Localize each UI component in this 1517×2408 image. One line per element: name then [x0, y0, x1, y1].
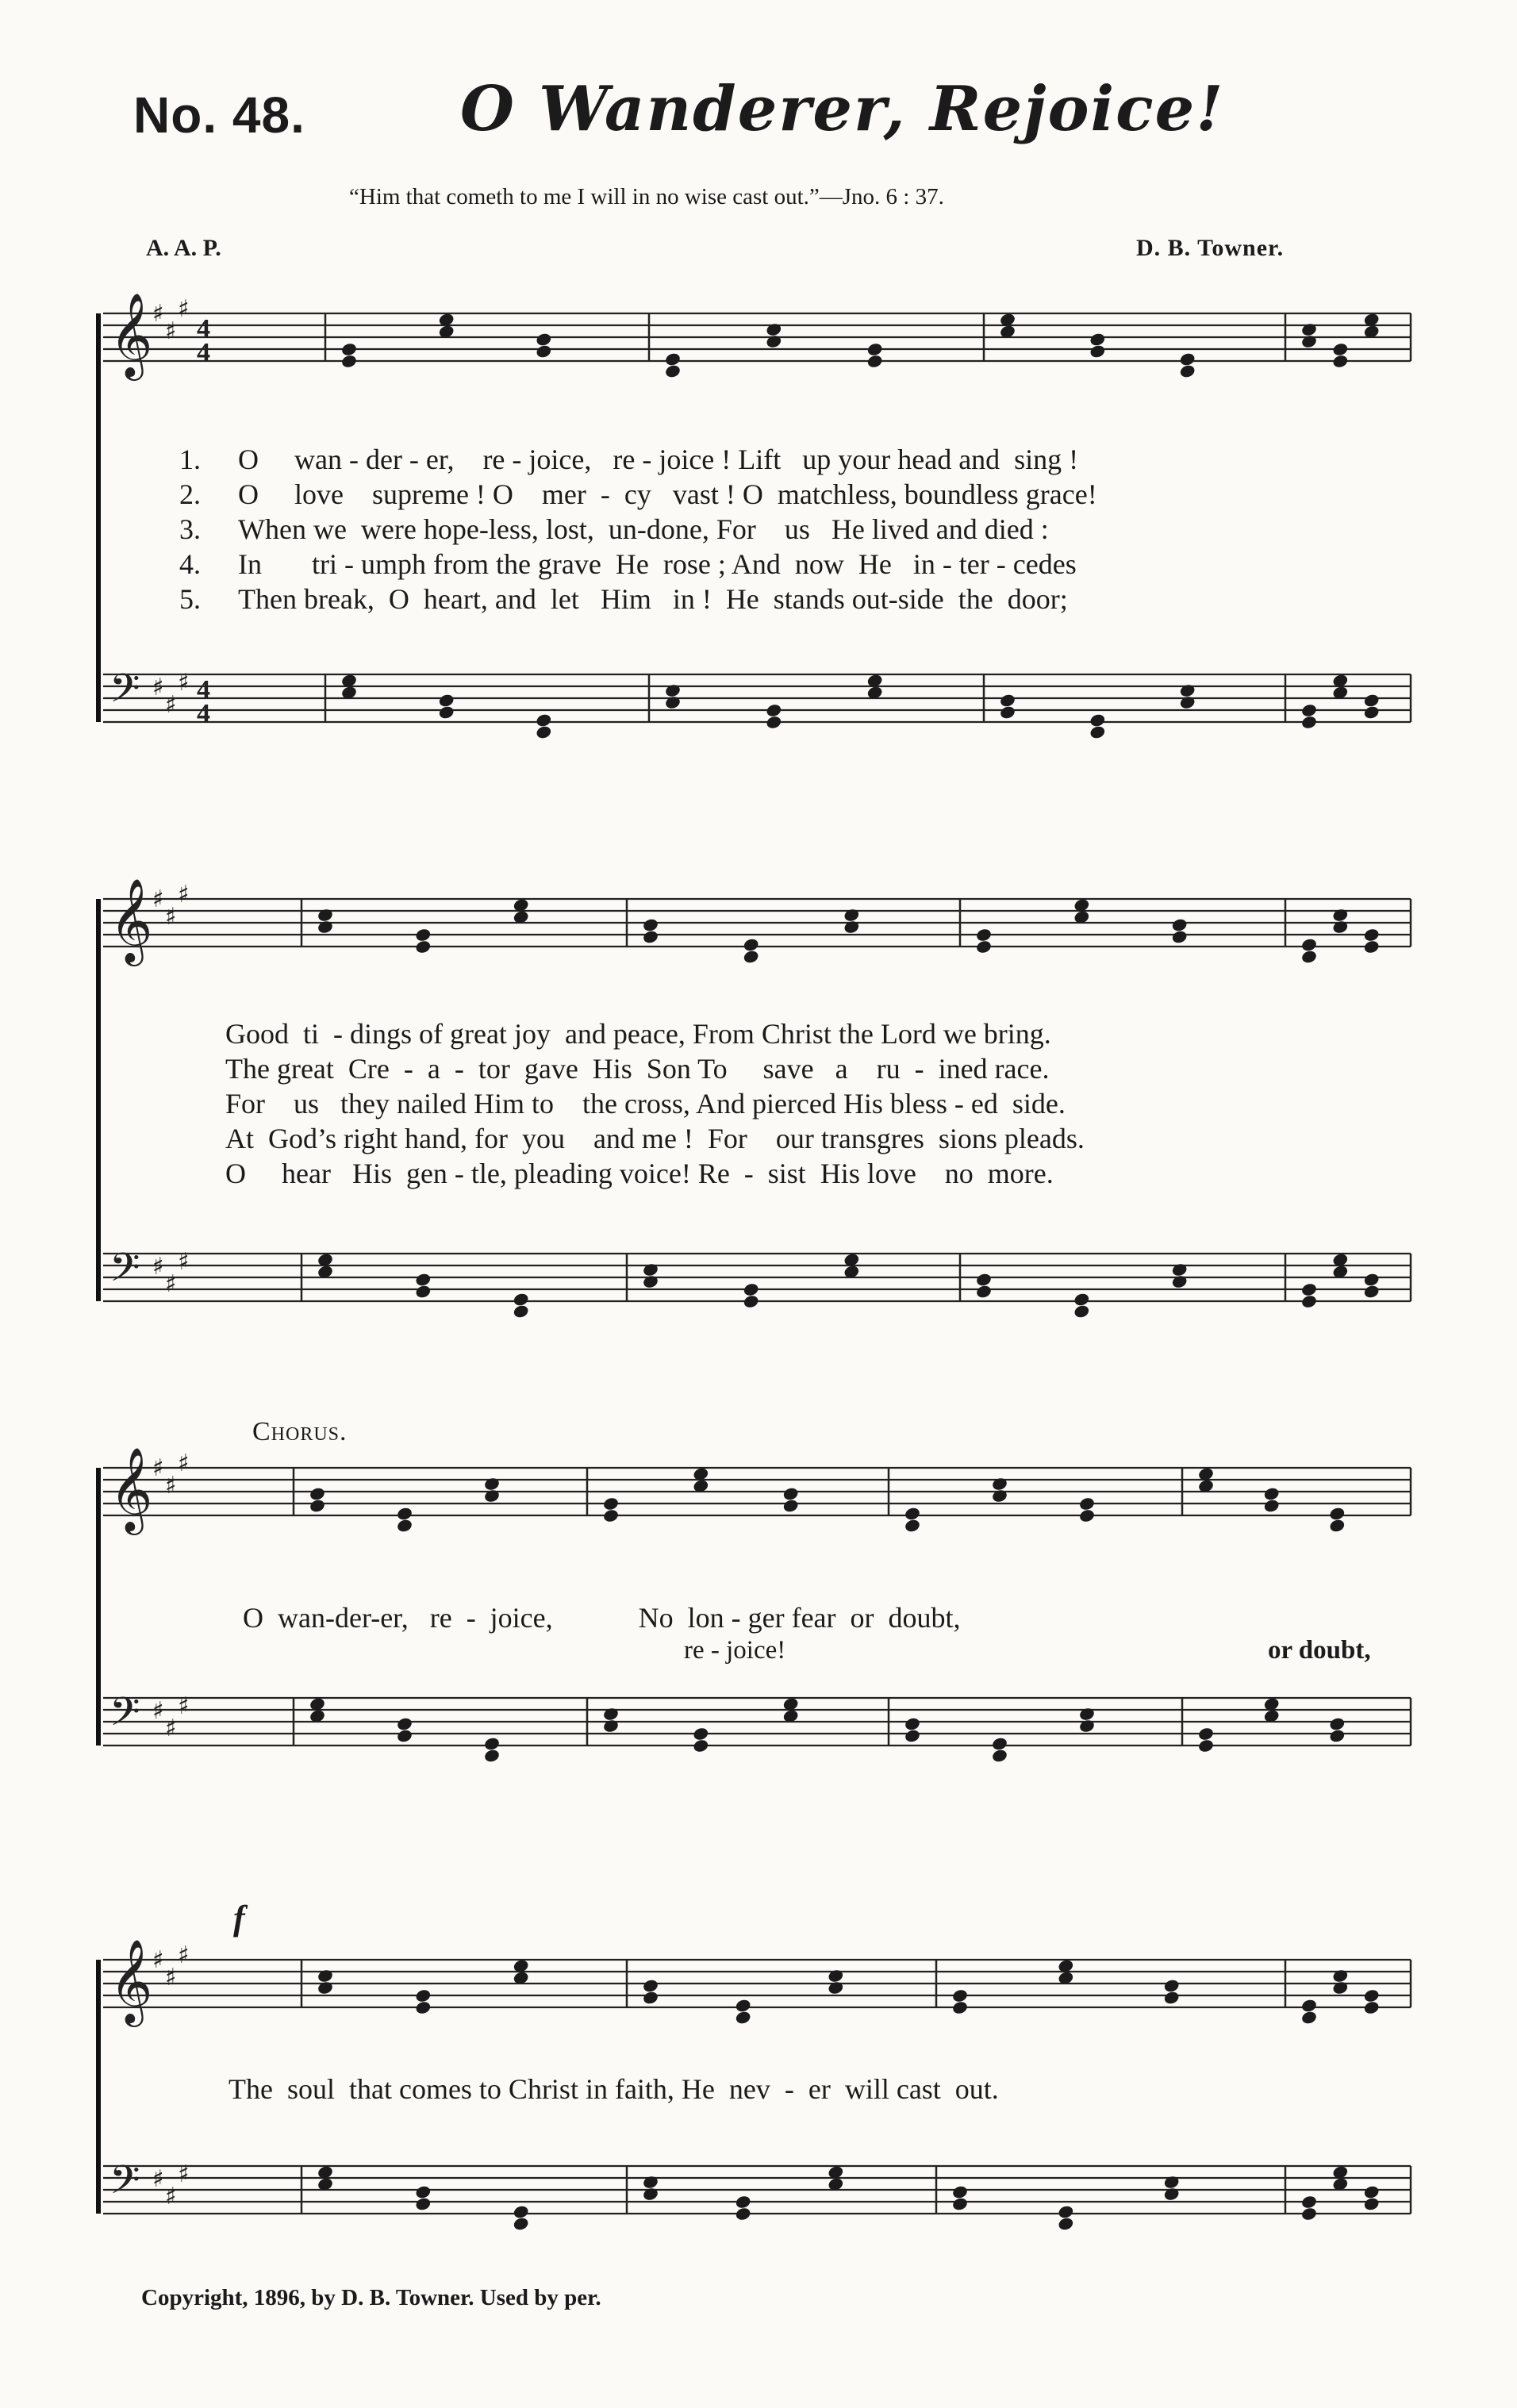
notehead: [991, 1488, 1008, 1504]
notehead: [1363, 2000, 1381, 2015]
notehead: [1363, 2196, 1381, 2211]
notehead: [904, 1728, 921, 1743]
notehead: [765, 703, 782, 718]
notehead: [1171, 917, 1189, 932]
notehead: [1300, 322, 1318, 337]
notehead: [1328, 1518, 1346, 1533]
notehead: [999, 705, 1016, 720]
notehead: [513, 1304, 530, 1319]
notehead: [1263, 1498, 1281, 1513]
notehead: [904, 1716, 921, 1731]
verse-line: Then break, O heart, and let Him in ! He stands out-side the door;: [238, 583, 1068, 615]
notehead: [438, 705, 455, 720]
sharp-accidental: ♯: [152, 1253, 164, 1281]
notehead: [664, 683, 682, 698]
notehead: [602, 1707, 620, 1722]
treble-clef: 𝄞: [109, 292, 153, 377]
notehead: [843, 908, 860, 923]
sharp-accidental: ♯: [152, 1454, 164, 1482]
notehead: [664, 363, 682, 378]
notehead: [1363, 1272, 1381, 1287]
notehead: [735, 2010, 752, 2025]
notehead: [414, 1272, 432, 1287]
notehead: [535, 712, 552, 728]
notehead: [1089, 332, 1106, 347]
notehead: [735, 1998, 752, 2013]
notehead: [1078, 1508, 1096, 1523]
time-signature: 4: [197, 338, 210, 367]
notehead: [535, 724, 552, 739]
notehead: [642, 1978, 659, 1993]
notehead: [743, 1294, 760, 1309]
notehead: [951, 2196, 969, 2211]
notehead: [1363, 1988, 1381, 2003]
notehead: [1089, 712, 1106, 728]
notehead: [309, 1498, 326, 1513]
verse-number: 2.: [179, 478, 201, 510]
notehead: [642, 2187, 659, 2202]
notehead: [1197, 1726, 1215, 1742]
notehead: [1363, 927, 1381, 943]
notehead: [1363, 705, 1381, 720]
notehead: [1300, 2206, 1318, 2222]
notehead: [1331, 354, 1349, 369]
verse-number: 3.: [179, 513, 201, 545]
treble-clef: 𝄞: [109, 878, 153, 962]
sharp-accidental: ♯: [152, 1697, 164, 1725]
notehead: [1073, 1292, 1090, 1307]
chorus-label: Chorus.: [252, 1417, 348, 1446]
notehead: [1163, 2175, 1181, 2190]
notehead: [991, 1477, 1008, 1492]
notehead: [483, 1748, 501, 1763]
notehead: [1171, 929, 1189, 944]
notehead: [483, 1477, 501, 1492]
notehead: [414, 939, 432, 954]
notehead: [827, 1980, 844, 1995]
notehead: [642, 2175, 659, 2190]
sharp-accidental: ♯: [152, 300, 164, 328]
notehead: [1171, 1262, 1189, 1277]
notehead: [414, 2000, 432, 2015]
sharp-accidental: ♯: [152, 674, 164, 701]
copyright-notice: Copyright, 1896, by D. B. Towner. Used by per.: [141, 2285, 601, 2310]
notehead: [317, 1980, 334, 1995]
sharp-accidental: ♯: [165, 903, 177, 931]
sharp-accidental: ♯: [178, 669, 190, 697]
notehead: [765, 334, 782, 349]
notehead: [735, 2195, 752, 2210]
treble-clef: 𝄞: [109, 1446, 153, 1531]
scripture-epigraph: “Him that cometh to me I will in no wise cast out.”—Jno. 6 : 37.: [349, 184, 944, 209]
verse-line: O hear His gen - tle, pleading voice! Re - sist His love no more.: [225, 1158, 1054, 1189]
notehead: [1300, 334, 1318, 349]
verse-number: 5.: [179, 583, 201, 615]
notehead: [951, 2000, 969, 2015]
notehead: [765, 322, 782, 337]
sharp-accidental: ♯: [152, 885, 164, 913]
notehead: [1300, 937, 1318, 952]
notehead: [1089, 344, 1106, 359]
notehead: [1300, 2010, 1318, 2025]
sharp-accidental: ♯: [178, 881, 190, 908]
notehead: [1163, 1990, 1181, 2005]
notehead: [827, 1968, 844, 1984]
notehead: [1073, 1304, 1090, 1319]
notehead: [1363, 939, 1381, 954]
notehead: [642, 1990, 659, 2005]
notehead: [414, 2196, 432, 2211]
notehead: [692, 1738, 709, 1753]
sharp-accidental: ♯: [165, 1715, 177, 1742]
notehead: [438, 693, 455, 708]
bass-clef: 𝄢: [109, 1689, 140, 1745]
notehead: [317, 908, 334, 923]
notehead: [1300, 1998, 1318, 2013]
composer-credit: D. B. Towner.: [1136, 235, 1285, 261]
notehead: [1328, 1728, 1346, 1743]
chorus-echo: or doubt,: [1268, 1636, 1371, 1665]
notehead: [396, 1518, 413, 1533]
sharp-accidental: ♯: [178, 1248, 190, 1276]
notehead: [1057, 2204, 1074, 2219]
notehead: [866, 342, 884, 357]
verse-line: At God’s right hand, for you and me ! For our transgres sions pleads.: [225, 1123, 1085, 1154]
notehead: [340, 342, 358, 357]
forte-marking: f: [233, 1899, 245, 1938]
notehead: [513, 2216, 530, 2231]
notehead: [396, 1506, 413, 1521]
sharp-accidental: ♯: [178, 1692, 190, 1720]
notehead: [1331, 342, 1349, 357]
sharp-accidental: ♯: [165, 2183, 177, 2210]
verse-line: For us they nailed Him to the cross, And pierced His bless - ed side.: [225, 1088, 1066, 1120]
notehead: [1300, 949, 1318, 964]
notehead: [866, 354, 884, 369]
notehead: [1331, 908, 1349, 923]
notehead: [1078, 1719, 1096, 1734]
notehead: [975, 1272, 993, 1287]
notehead: [951, 2184, 969, 2199]
notehead: [535, 344, 552, 359]
sharp-accidental: ♯: [152, 2165, 164, 2193]
verse-number: 4.: [179, 548, 201, 580]
sharp-accidental: ♯: [165, 1472, 177, 1500]
notehead: [904, 1518, 921, 1533]
bass-clef: 𝄢: [109, 666, 140, 721]
notehead: [1171, 1274, 1189, 1289]
notehead: [1078, 1707, 1096, 1722]
notehead: [414, 1284, 432, 1299]
notehead: [1179, 351, 1196, 367]
notehead: [602, 1508, 620, 1523]
notehead: [414, 2184, 432, 2199]
notehead: [664, 351, 682, 367]
verse-line: When we were hope-less, lost, un-done, For us He lived and died :: [238, 513, 1049, 545]
notehead: [1197, 1738, 1215, 1753]
notehead: [1089, 724, 1106, 739]
hymn-number: No. 48.: [133, 86, 305, 144]
notehead: [1300, 1294, 1318, 1309]
notehead: [309, 1486, 326, 1501]
sharp-accidental: ♯: [178, 1450, 190, 1477]
notehead: [1328, 1716, 1346, 1731]
notehead: [782, 1498, 800, 1513]
notehead: [991, 1736, 1008, 1751]
notehead: [1163, 2187, 1181, 2202]
notehead: [1300, 1282, 1318, 1297]
notehead: [1331, 1968, 1349, 1984]
notehead: [1331, 920, 1349, 935]
treble-clef: 𝄞: [109, 1938, 153, 2023]
time-signature: 4: [197, 699, 210, 728]
notehead: [975, 939, 993, 954]
notehead: [1057, 2216, 1074, 2231]
notehead: [735, 2206, 752, 2222]
notehead: [991, 1748, 1008, 1763]
notehead: [1078, 1496, 1096, 1511]
notehead: [317, 1968, 334, 1984]
notehead: [999, 693, 1016, 708]
notehead: [602, 1719, 620, 1734]
notehead: [642, 917, 659, 932]
sharp-accidental: ♯: [178, 295, 190, 323]
sharp-accidental: ♯: [165, 317, 177, 345]
notehead: [396, 1728, 413, 1743]
chorus-line: The soul that comes to Christ in faith, He nev - er will cast out.: [229, 2073, 999, 2105]
verse-line: O wan - der - er, re - joice, re - joice ! Lift up your head and sing !: [238, 444, 1079, 475]
verse-line: The great Cre - a - tor gave His Son To save a ru - ined race.: [225, 1053, 1050, 1085]
bass-clef: 𝄢: [109, 1245, 140, 1300]
notehead: [1300, 2195, 1318, 2210]
notehead: [765, 715, 782, 730]
notehead: [483, 1488, 501, 1504]
notehead: [975, 927, 993, 943]
notehead: [535, 332, 552, 347]
notehead: [1179, 695, 1196, 710]
notehead: [1363, 1284, 1381, 1299]
verse-line: In tri - umph from the grave He rose ; And now He in - ter - cedes: [238, 548, 1077, 580]
notehead: [513, 2204, 530, 2219]
sharp-accidental: ♯: [178, 1941, 190, 1969]
notehead: [1163, 1978, 1181, 1993]
sharp-accidental: ♯: [178, 2160, 190, 2188]
notehead: [1179, 683, 1196, 698]
notehead: [340, 354, 358, 369]
notehead: [642, 929, 659, 944]
notehead: [1363, 2184, 1381, 2199]
notehead: [1363, 693, 1381, 708]
notehead: [642, 1274, 659, 1289]
chorus-line: O wan-der-er, re - joice, No lon - ger fear or doubt,: [243, 1602, 961, 1634]
notehead: [904, 1506, 921, 1521]
notehead: [396, 1716, 413, 1731]
notehead: [1300, 703, 1318, 718]
notehead: [782, 1486, 800, 1501]
notehead: [1331, 1980, 1349, 1995]
time-signature: 4: [197, 314, 210, 344]
notehead: [843, 920, 860, 935]
notehead: [602, 1496, 620, 1511]
verse-line: Good ti - dings of great joy and peace, From Christ the Lord we bring.: [225, 1018, 1051, 1050]
notehead: [1179, 363, 1196, 378]
bass-clef: 𝄢: [109, 2157, 140, 2213]
notehead: [951, 1988, 969, 2003]
notehead: [692, 1726, 709, 1742]
notehead: [743, 937, 760, 952]
notehead: [414, 1988, 432, 2003]
notehead: [975, 1284, 993, 1299]
sharp-accidental: ♯: [165, 691, 177, 719]
sharp-accidental: ♯: [152, 1946, 164, 1974]
hymn-title: O Wanderer, Rejoice!: [460, 73, 1225, 145]
sharp-accidental: ♯: [165, 1270, 177, 1298]
chorus-echo: re - joice!: [684, 1636, 786, 1665]
verse-line: O love supreme ! O mer - cy vast ! O matchless, boundless grace!: [238, 478, 1097, 510]
notehead: [1328, 1506, 1346, 1521]
notehead: [743, 949, 760, 964]
notehead: [1300, 715, 1318, 730]
notehead: [1263, 1486, 1281, 1501]
lyricist-credit: A. A. P.: [146, 235, 221, 261]
notehead: [317, 920, 334, 935]
notehead: [513, 1292, 530, 1307]
notehead: [743, 1282, 760, 1297]
time-signature: 4: [197, 675, 210, 705]
sharp-accidental: ♯: [165, 1964, 177, 1991]
notehead: [414, 927, 432, 943]
notehead: [642, 1262, 659, 1277]
verse-number: 1.: [179, 444, 201, 475]
notehead: [664, 695, 682, 710]
notehead: [483, 1736, 501, 1751]
